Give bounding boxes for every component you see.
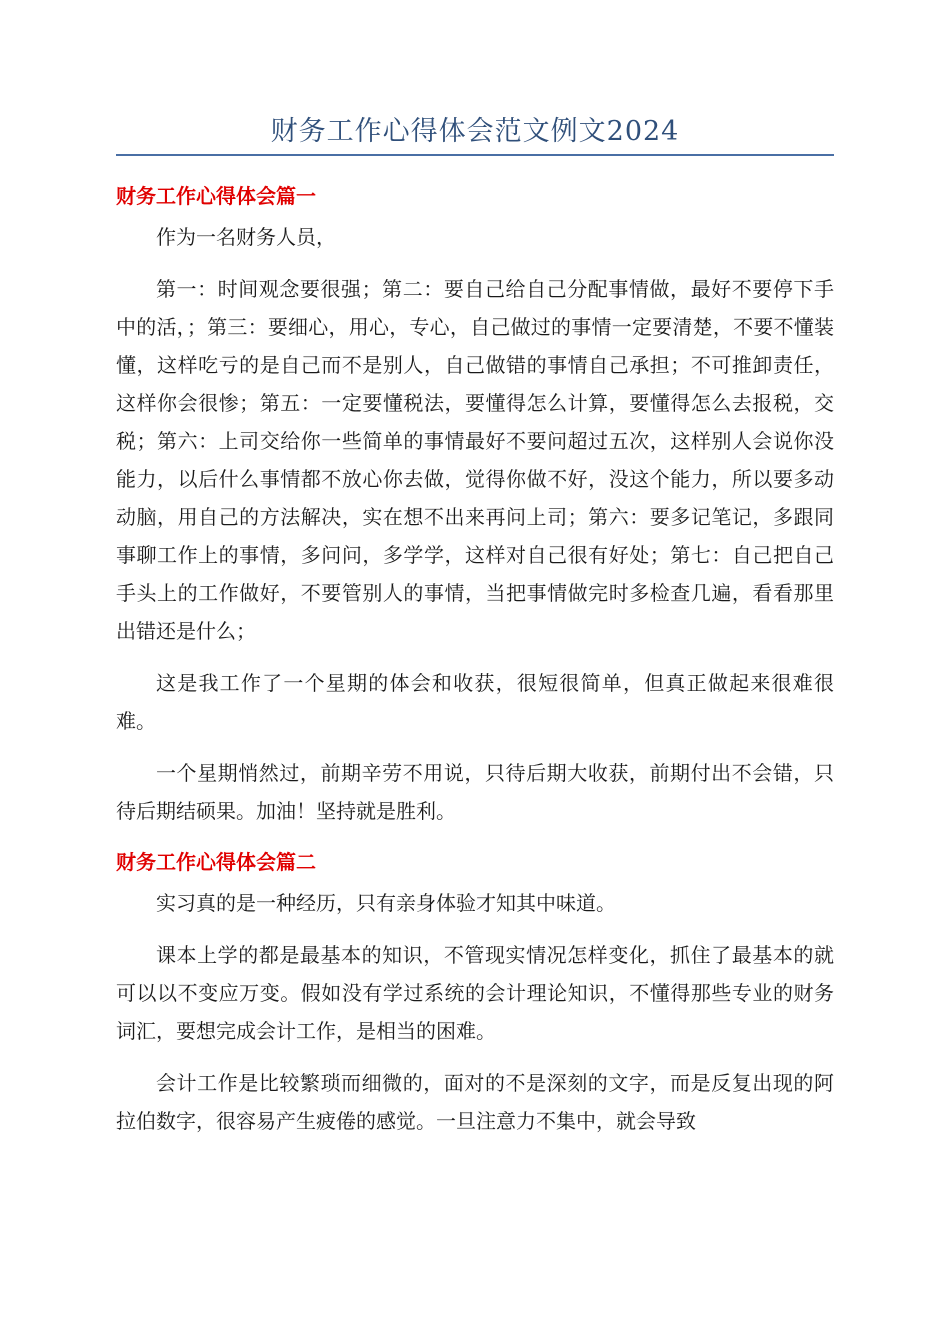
paragraph: 一个星期悄然过，前期辛劳不用说，只待后期大收获，前期付出不会错，只待后期结硕果。加油！坚持就是胜利。 — [116, 761, 834, 823]
section-heading: 财务工作心得体会篇二 — [116, 850, 316, 874]
section-1 — [116, 178, 834, 830]
section-heading: 财务工作心得体会篇一 — [116, 184, 316, 208]
document-title: 财务工作心得体会范文例文2024 — [270, 116, 680, 147]
paragraph: 课本上学的都是最基本的知识，不管现实情况怎样变化，抓住了最基本的就可以以不变应万变。假如没有学过系统的会计理论知识，不懂得那些专业的财务词汇，要想完成会计工作，是相当的困难。 — [116, 943, 834, 1043]
paragraph: 作为一名财务人员， — [156, 225, 336, 249]
title-divider — [116, 154, 834, 156]
paragraph: 第一：时间观念要很强；第二：要自己给自己分配事情做，最好不要停下手中的活，；第三：要细心，用心，专心，自己做过的事情一定要清楚，不要不懂装懂，这样吃亏的是自己而不是别人，自己做错的事情自己承担；不可推卸责任，这样你会很惨；第五：一定要懂税法，要懂得怎么计算，要懂得怎么去报税，交税；第六：上司交给你一些简单的事情最好不要问超过五次，这样别人会说你没能力，以后什么事情都不放心你去做，觉得你做不好，没这个能力，所以要多动动脑，用自己的方法解决，实在想不出来再问上司；第六：要多记笔记，多跟同事聊工作上的事情，多问问，多学学，这样对自己很有好处；第七：自己把自己手头上的工作做好，不要管别人的事情，当把事情做完时多检查几遍，看看那里出错还是什么； — [116, 277, 834, 643]
document-page — [116, 110, 834, 1154]
paragraph: 这是我工作了一个星期的体会和收获，很短很简单，但真正做起来很难很难。 — [116, 671, 834, 733]
paragraph: 实习真的是一种经历，只有亲身体验才知其中味道。 — [156, 891, 616, 915]
section-2 — [116, 844, 834, 1140]
paragraph: 会计工作是比较繁琐而细微的，面对的不是深刻的文字，而是反复出现的阿拉伯数字，很容易产生疲倦的感觉。一旦注意力不集中，就会导致 — [116, 1071, 834, 1133]
